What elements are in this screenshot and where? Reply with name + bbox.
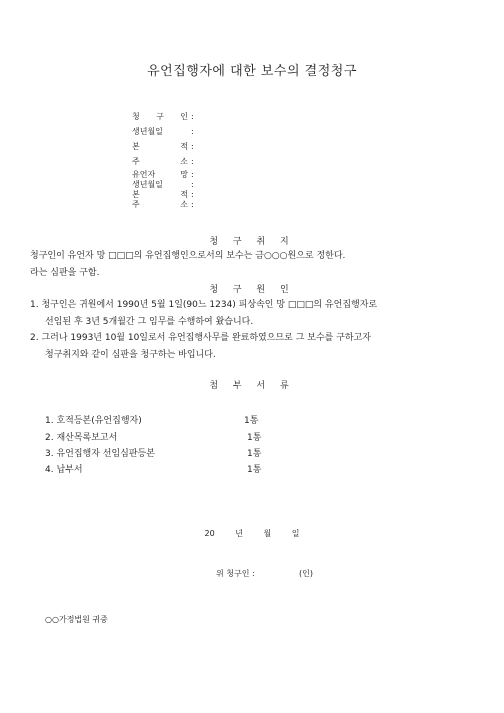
field-label: 생년월일 <box>132 180 163 189</box>
attachment-name: 2. 재산목록보고서 <box>45 433 118 443</box>
field-colon: : <box>191 157 194 166</box>
attachment-qty: 1통 <box>247 433 262 443</box>
field-colon: : <box>191 190 194 199</box>
cause-heading: 청 구 원 인 <box>209 285 295 295</box>
attachments-heading: 첨 부 서 류 <box>209 381 295 391</box>
field-colon: : <box>191 200 194 209</box>
attachment-name: 4. 납부서 <box>45 465 83 475</box>
field-label: 청 구 인 <box>132 112 188 121</box>
attachment-name: 1. 호적등본(유언집행자) <box>45 416 142 426</box>
field-colon: : <box>191 142 194 151</box>
purpose-line: 라는 심판을 구함. <box>30 268 100 278</box>
field-colon: : <box>191 127 194 136</box>
document-title: 유언집행자에 대한 보수의 결정청구 <box>147 64 357 79</box>
purpose-heading: 청 구 취 지 <box>209 237 295 247</box>
cause-line: 선임된 후 3년 5개월간 그 임무를 수행하여 왔습니다. <box>45 317 254 327</box>
field-label: 본 적 <box>132 190 188 199</box>
field-label: 생년월일 <box>132 127 163 136</box>
attachment-qty: 1통 <box>247 465 262 475</box>
field-colon: : <box>191 180 194 189</box>
attachment-qty: 1통 <box>244 416 259 426</box>
seal-mark: (인) <box>299 569 313 578</box>
date-line: 20 년 월 일 <box>204 529 300 538</box>
field-label: 주 소 <box>132 200 188 209</box>
field-colon: : <box>191 112 194 121</box>
court-addressee: ○○가정법원 귀중 <box>45 615 108 624</box>
field-label: 주 소 <box>132 157 188 166</box>
attachment-qty: 1통 <box>247 449 262 459</box>
signature-label: 위 청구인 : <box>216 569 255 578</box>
attachment-name: 3. 유언집행자 선임심판등본 <box>45 449 155 459</box>
cause-line: 청구취지와 같이 심판을 청구하는 바입니다. <box>45 350 216 360</box>
cause-line: 2. 그러나 1993년 10월 10일로서 유언집행사무를 완료하였으므로 그 보수를 구하고자 <box>30 333 371 343</box>
field-colon: : <box>191 170 194 179</box>
field-label: 본 적 <box>132 142 188 151</box>
purpose-line: 청구인이 유언자 망 □□□의 유언집행인으로서의 보수는 금○○○원으로 정한다. <box>30 251 346 261</box>
cause-line: 1. 청구인은 귀원에서 1990년 5월 1일(90느 1234) 피상속인 망 □□□의 유언집행자로 <box>30 300 378 310</box>
field-label: 유언자 망 <box>132 170 188 179</box>
